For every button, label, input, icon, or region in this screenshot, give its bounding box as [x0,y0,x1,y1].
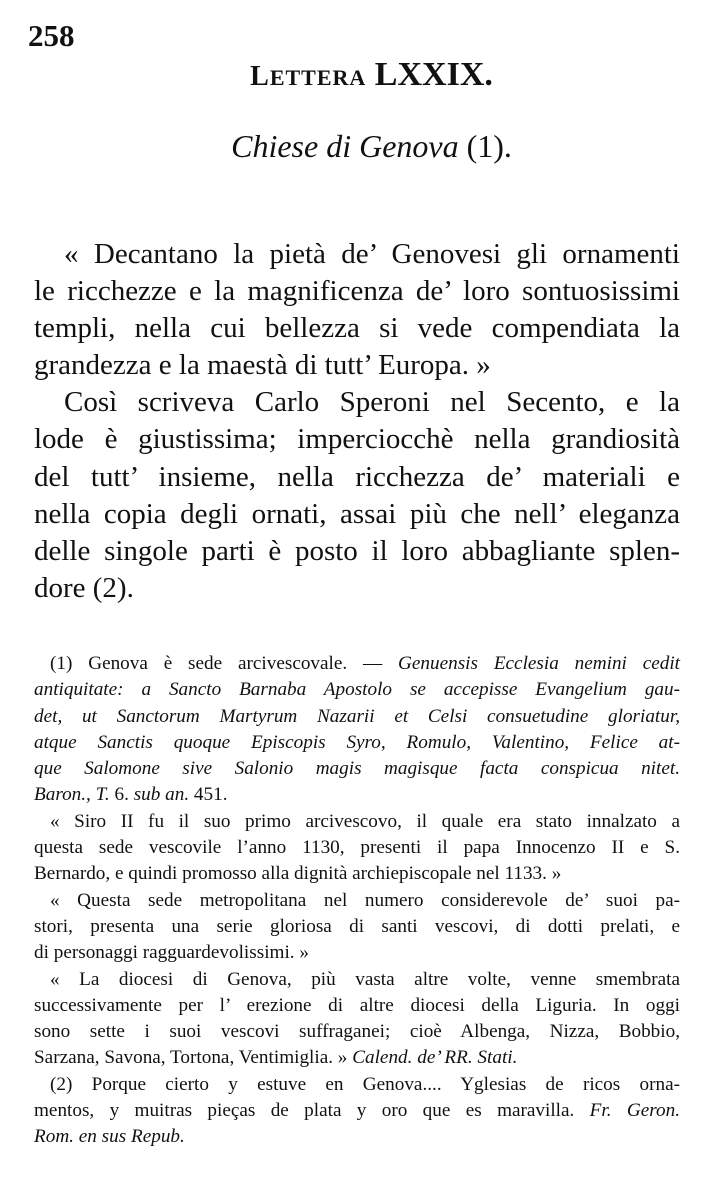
footnote-2-source: Fr. Geron. [589,1100,680,1122]
quote-3-source: Calend. de’ RR. Stati. [352,1047,518,1069]
footnote-1-line: antiquitate: a Sancto Barnaba Apostolo se accepisse Evangelium gau- [34,679,680,701]
footnote-1-line [34,651,680,677]
letter-title [0,56,723,94]
text-line: lode è giustissima; imperciocchè nella grandiosità [34,423,680,456]
main-text [34,236,680,607]
footnote-1-line: atque Sanctis quoque Episcopis Syro, Romulo, Valentino, Felice at- [34,731,680,753]
text-line: templi, nella cui bellezza si vede compendiata la [34,312,680,345]
footnote-2-line: Rom. en sus Repub. [34,1126,185,1148]
footnote-2-text: mentos, y muitras pieças de plata y oro que es maravilla. [34,1100,590,1122]
footnote-1-line: que Salomone sive Salonio magis magisque facta conspicua nitet. [34,758,680,780]
footnote-quote-line: « Questa sede metropolitana nel numero considerevole de’ suoi pa- [50,889,680,911]
footnote-1-citation [34,782,680,808]
letter-title-initial: L [250,61,270,92]
footnotes [34,651,680,1151]
text-line: grandezza e la maestà di tutt’ Europa. » [34,349,491,382]
footnote-quote-line: « Siro II fu il suo primo arcivescovo, il quale era stato innalzato a [50,810,680,832]
quote-3-end: Sarzana, Savona, Tortona, Ventimiglia. » [34,1047,353,1069]
text-line: nella copia degli ornati, assai più che nell’ eleganza [34,497,680,530]
text-line: del tutt’ insieme, nella ricchezza de’ materiali e [34,460,680,493]
footnote-1-line: det, ut Sanctorum Martyrum Nazarii et Celsi consuetudine gloriatur, [34,705,680,727]
citation-year: 451. [189,784,228,806]
text-line: dore (2). [34,571,134,604]
chapter-note-ref: (1). [466,128,512,164]
footnote-1-latin-start: Genuensis Ecclesia nemini cedit [398,653,680,674]
letter-title-numeral: LXXIX. [374,56,493,93]
footnote-quote-line: successivamente per l’ erezione di altre diocesi della Liguria. In oggi [34,994,680,1016]
citation-sub: sub an. [133,784,190,806]
text-line: le ricchezze e la magnificenza de’ loro sontuosissimi [34,275,680,308]
footnote-quote-line: sono sette i suoi vescovi suffraganei; cioè Albenga, Nizza, Bobbio, [34,1021,680,1043]
citation-volume: 6. [109,784,134,806]
footnote-2-line [34,1098,680,1124]
footnote-quote-line: stori, presenta una serie gloriosa di santi vescovi, di dotti prelati, e [34,915,680,937]
footnote-quote-line: questa sede vescovile l’anno 1130, presenti il papa Innocenzo II e S. [34,837,680,859]
text-line: Così scriveva Carlo Speroni nel Secento, e la [64,386,680,419]
page-number: 258 [28,18,75,53]
chapter-title-text: Chiese di Genova [231,128,459,164]
footnote-quote-line [34,1045,680,1071]
footnote-quote-line: di personaggi ragguardevolissimi. » [34,942,309,964]
footnote-quote-line: « La diocesi di Genova, più vasta altre volte, venne smembrata [50,968,680,990]
text-line: delle singole parti è posto il loro abbagliante splen- [34,534,680,567]
letter-title-small-caps: ETTERA [269,65,367,90]
footnote-2-line: (2) Porque cierto y estuve en Genova.... Yglesias de ricos orna- [50,1073,680,1095]
citation-source: Baron., T. [34,784,110,806]
footnote-quote-line: Bernardo, e quindi promosso alla dignità archiepiscopale nel 1133. » [34,863,562,885]
footnote-1-intro: (1) Genova è sede arcivescovale. — [50,653,399,674]
text-line: « Decantano la pietà de’ Genovesi gli ornamenti [64,238,680,270]
chapter-title [0,128,723,165]
